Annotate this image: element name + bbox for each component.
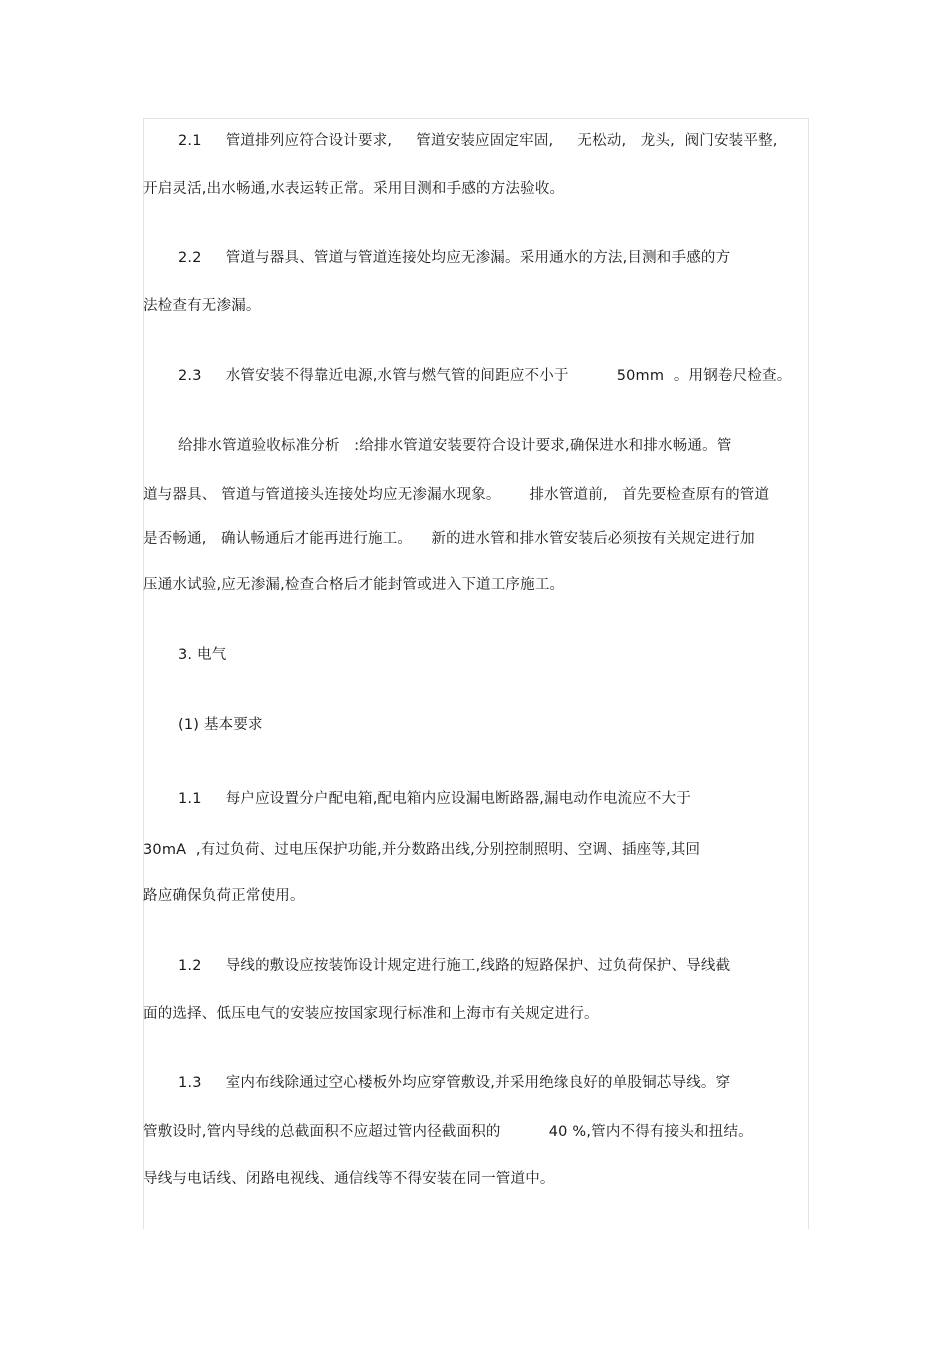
text-line-1-3: 1.3 室内布线除通过空心楼板外均应穿管敷设,并采用绝缘良好的单股铜芯导线。穿 bbox=[178, 1075, 731, 1091]
text-line-2-1: 2.1 管道排列应符合设计要求, 管道安装应固定牢固, 无松动, 龙头, 阀门安装平整, bbox=[178, 133, 778, 149]
text-line: 路应确保负荷正常使用。 bbox=[143, 888, 305, 904]
text-line: 开启灵活,出水畅通,水表运转正常。采用目测和手感的方法验收。 bbox=[143, 181, 565, 197]
text-line: 30mA ,有过负荷、过电压保护功能,并分数路出线,分别控制照明、空调、插座等,其回 bbox=[143, 842, 701, 858]
subsection-heading: (1) 基本要求 bbox=[178, 717, 263, 733]
text-line-2-2: 2.2 管道与器具、管道与管道连接处均应无渗漏。采用通水的方法,目测和手感的方 bbox=[178, 250, 731, 266]
section-heading-electrical: 3. 电气 bbox=[178, 647, 227, 663]
text-line: 法检查有无渗漏。 bbox=[143, 298, 261, 314]
text-line-2-3: 2.3 水管安装不得靠近电源,水管与燃气管的间距应不小于 50mm 。用钢卷尺检查。 bbox=[178, 368, 792, 384]
text-line: 面的选择、低压电气的安装应按国家现行标准和上海市有关规定进行。 bbox=[143, 1006, 599, 1022]
text-line-analysis: 给排水管道验收标准分析 :给排水管道安装要符合设计要求,确保进水和排水畅通。管 bbox=[178, 438, 732, 454]
page-frame bbox=[143, 118, 809, 1229]
text-line: 压通水试验,应无渗漏,检查合格后才能封管或进入下道工序施工。 bbox=[143, 577, 565, 593]
text-line-1-1: 1.1 每户应设置分户配电箱,配电箱内应设漏电断路器,漏电动作电流应不大于 bbox=[178, 791, 692, 807]
text-line: 道与器具、 管道与管道接头连接处均应无渗漏水现象。 排水管道前, 首先要检查原有的管道 bbox=[143, 487, 770, 503]
text-line-1-2: 1.2 导线的敷设应按装饰设计规定进行施工,线路的短路保护、过负荷保护、导线截 bbox=[178, 958, 731, 974]
text-line: 导线与电话线、闭路电视线、通信线等不得安装在同一管道中。 bbox=[143, 1171, 555, 1187]
text-line: 管敷设时,管内导线的总截面积不应超过管内径截面积的 40 %,管内不得有接头和扭结。 bbox=[143, 1124, 753, 1140]
text-line: 是否畅通, 确认畅通后才能再进行施工。 新的进水管和排水管安装后必须按有关规定进行加 bbox=[143, 531, 755, 547]
